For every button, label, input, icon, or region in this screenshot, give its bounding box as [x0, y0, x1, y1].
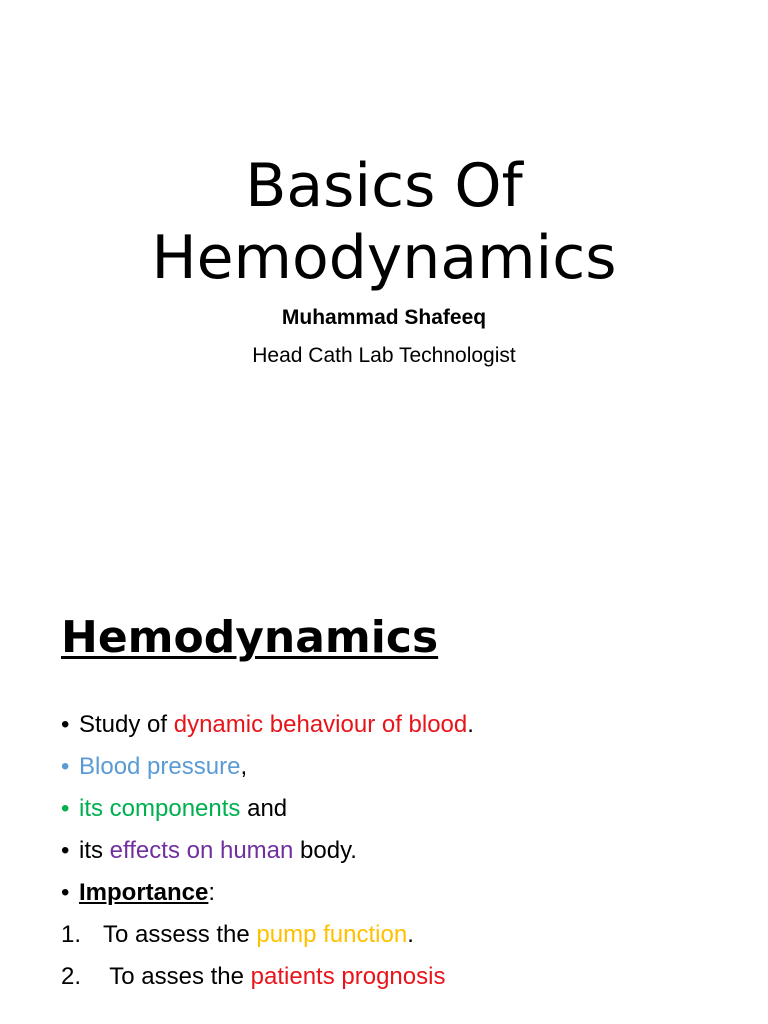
- item-number: 1.: [61, 921, 82, 948]
- bullet-list: [61, 704, 741, 998]
- slide-heading: Hemodynamics: [61, 612, 439, 663]
- numbered-item: 2. To asses the patients prognosis: [61, 956, 741, 998]
- content-slide: [0, 576, 768, 1024]
- list-item: • its components and: [61, 788, 741, 830]
- list-item: • its effects on human body.: [61, 830, 741, 872]
- highlight-text: Importance: [79, 879, 209, 906]
- highlight-text: Blood pressure: [79, 753, 241, 780]
- bullet-marker: •: [61, 879, 70, 906]
- list-item: • Study of dynamic behaviour of blood.: [61, 704, 741, 746]
- list-item: • Blood pressure,: [61, 746, 741, 788]
- list-item: • Importance:: [61, 872, 741, 914]
- highlight-text: dynamic behaviour of blood: [173, 711, 468, 738]
- highlight-text: pump function: [256, 921, 408, 948]
- title-line-2: Hemodynamics: [151, 223, 617, 293]
- bullet-marker: •: [61, 711, 70, 738]
- bullet-marker: •: [61, 837, 70, 864]
- highlight-text: its components: [79, 795, 241, 822]
- bullet-marker: •: [61, 795, 70, 822]
- highlight-text: patients prognosis: [250, 963, 446, 990]
- slide-title: [0, 150, 768, 294]
- author-role: Head Cath Lab Technologist: [252, 344, 516, 367]
- bullet-marker: •: [61, 753, 70, 780]
- author-name: Muhammad Shafeeq: [281, 306, 487, 329]
- highlight-text: effects on human: [109, 837, 294, 864]
- item-number: 2.: [61, 963, 82, 990]
- title-line-1: Basics Of: [245, 151, 523, 221]
- numbered-item: 1. To assess the pump function.: [61, 914, 741, 956]
